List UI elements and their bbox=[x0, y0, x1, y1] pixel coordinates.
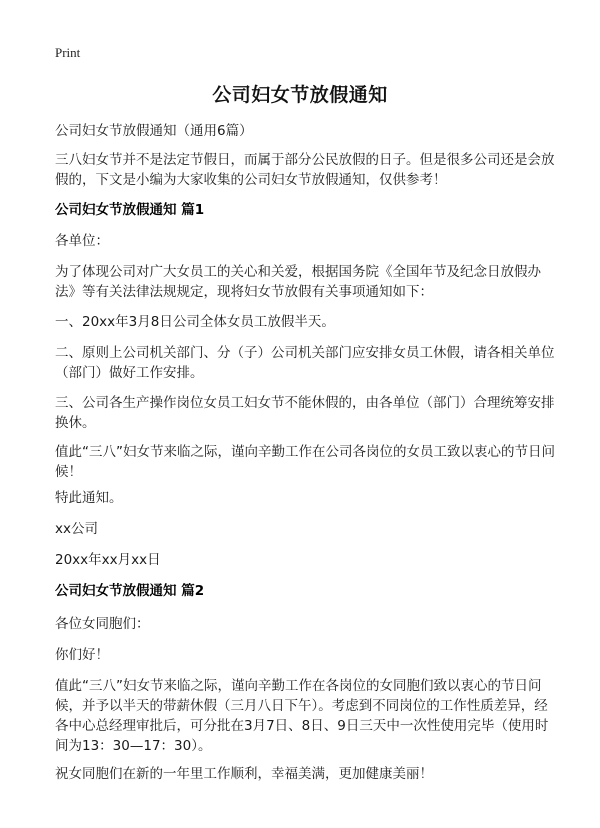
section-1-paragraph-4: 三、公司各生产操作岗位女员工妇女节不能休假的，由各单位（部门）合理统筹安排换休。 bbox=[55, 395, 555, 431]
subtitle: 公司妇女节放假通知（通用6篇） bbox=[55, 123, 253, 139]
print-link[interactable]: Print bbox=[55, 45, 81, 60]
section-1-paragraph-5: 值此“三八”妇女节来临之际，谨向辛勤工作在公司各岗位的女员工致以衷心的节日问候！ bbox=[55, 444, 555, 480]
section-2-salutation: 各位女同胞们： bbox=[55, 616, 150, 632]
section-2-paragraph-1: 你们好！ bbox=[55, 647, 109, 663]
section-2-paragraph-2: 值此“三八”妇女节来临之际，谨向辛勤工作在各岗位的女同胞们致以衷心的节日问候，并予以半天的带薪休假（三月八日下午）。考虑到不同岗位的工作性质差异，经各中心总经理审批后，可分批在3月7日、8日、9日三天中一次性使用完毕（使用时间为13：30—17：30）。 bbox=[55, 678, 549, 754]
section-1-heading: 公司妇女节放假通知 篇1 bbox=[55, 202, 205, 218]
section-2-paragraph-3: 祝女同胞们在新的一年里工作顺利，幸福美满，更加健康美丽！ bbox=[55, 766, 433, 782]
section-1-paragraph-1: 为了体现公司对广大女员工的关心和关爱，根据国务院《全国年节及纪念日放假办法》等有关法律法规规定，现将妇女节放假有关事项通知如下： bbox=[55, 264, 541, 300]
section-1-paragraph-3: 二、原则上公司机关部门、分（子）公司机关部门应安排女员工休假，请各相关单位（部门）做好工作安排。 bbox=[55, 345, 555, 381]
section-1-company: xx公司 bbox=[55, 521, 98, 537]
section-2-heading: 公司妇女节放假通知 篇2 bbox=[55, 583, 205, 599]
section-1-paragraph-2: 一、20xx年3月8日公司全体女员工放假半天。 bbox=[55, 314, 335, 330]
section-1-paragraph-6: 特此通知。 bbox=[55, 490, 123, 506]
page-title: 公司妇女节放假通知 bbox=[212, 84, 388, 106]
section-1-date: 20xx年xx月xx日 bbox=[55, 552, 161, 568]
intro-paragraph: 三八妇女节并不是法定节假日，而属于部分公民放假的日子。但是很多公司还是会放假的，下文是小编为大家收集的公司妇女节放假通知，仅供参考！ bbox=[55, 152, 555, 188]
section-1-salutation: 各单位： bbox=[55, 233, 109, 249]
